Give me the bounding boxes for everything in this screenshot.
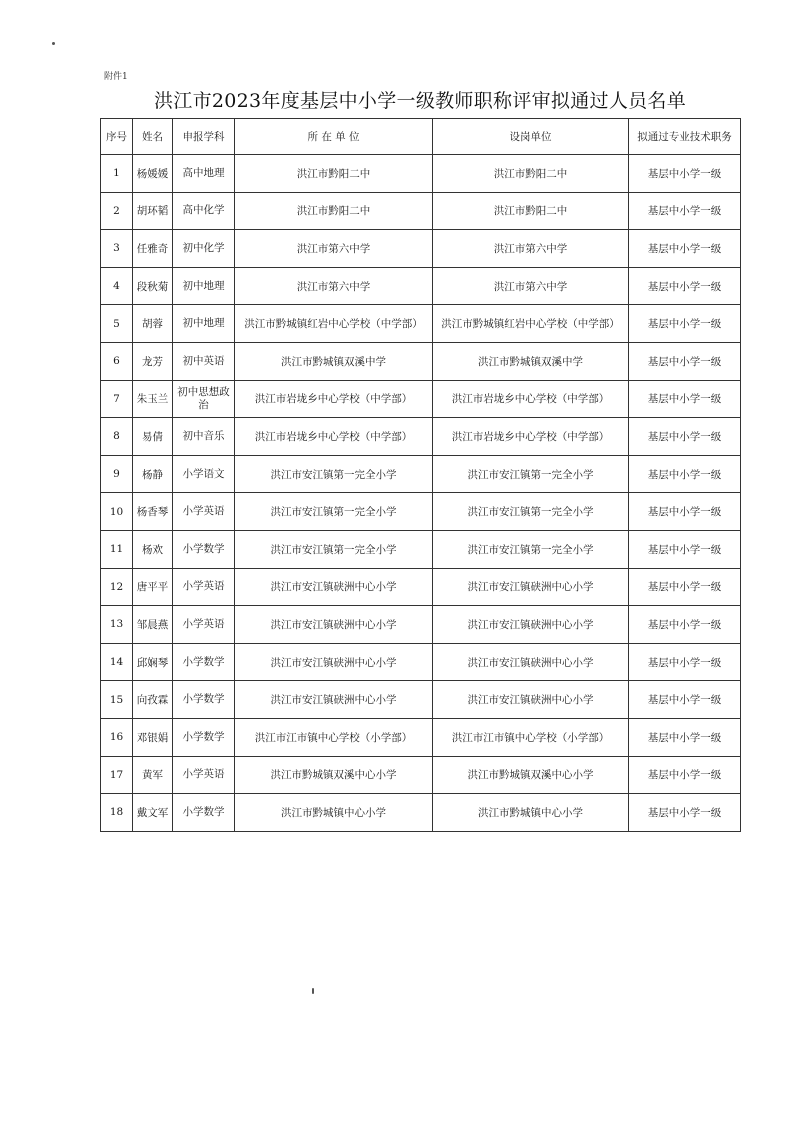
cell-post-unit: 洪江市安江镇硖洲中心小学 (433, 643, 629, 681)
cell-name: 邹晨燕 (133, 606, 173, 644)
table-row (101, 681, 741, 719)
cell-no: 16 (101, 718, 133, 756)
header-title: 拟通过专业技术职务 (629, 119, 741, 155)
table-row (101, 342, 741, 380)
cell-name: 胡环韬 (133, 192, 173, 230)
cell-subject (173, 267, 235, 305)
table-row (101, 455, 741, 493)
cell-name: 任雅奇 (133, 230, 173, 268)
cell-post-unit: 洪江市安江镇第一完全小学 (433, 530, 629, 568)
cell-subject-text: 高中地理 (182, 166, 225, 179)
cell-post-unit: 洪江市黔城镇双溪中心小学 (433, 756, 629, 794)
cell-unit: 洪江市黔城镇双溪中心小学 (235, 756, 433, 794)
cell-subject-text: 小学数学 (182, 805, 225, 818)
cell-title: 基层中小学一级 (629, 681, 741, 719)
cell-name: 易倩 (133, 418, 173, 456)
cell-title: 基层中小学一级 (629, 192, 741, 230)
cell-subject (173, 794, 235, 832)
cell-title: 基层中小学一级 (629, 718, 741, 756)
cell-title: 基层中小学一级 (629, 493, 741, 531)
cell-name: 杨媛媛 (133, 155, 173, 193)
cell-unit: 洪江市第六中学 (235, 267, 433, 305)
cell-post-unit: 洪江市安江镇硖洲中心小学 (433, 606, 629, 644)
cell-name: 杨欢 (133, 530, 173, 568)
table-body (101, 155, 741, 832)
cell-subject (173, 418, 235, 456)
cell-no: 10 (101, 493, 133, 531)
table-row (101, 230, 741, 268)
cell-unit: 洪江市黔城镇红岩中心学校（中学部） (235, 305, 433, 343)
cell-post-unit: 洪江市黔城镇红岩中心学校（中学部） (433, 305, 629, 343)
cell-title: 基层中小学一级 (629, 606, 741, 644)
cell-subject (173, 455, 235, 493)
cell-no: 2 (101, 192, 133, 230)
cell-unit: 洪江市安江镇第一完全小学 (235, 455, 433, 493)
cell-name: 龙芳 (133, 342, 173, 380)
cell-subject (173, 155, 235, 193)
cell-name: 邓银娟 (133, 718, 173, 756)
cell-post-unit: 洪江市安江镇硖洲中心小学 (433, 681, 629, 719)
cell-no: 4 (101, 267, 133, 305)
table-row (101, 643, 741, 681)
cell-subject-text: 初中英语 (182, 354, 225, 367)
cell-subject-text: 小学英语 (182, 580, 225, 593)
cell-subject (173, 681, 235, 719)
cell-unit: 洪江市黔城镇中心小学 (235, 794, 433, 832)
cell-title: 基层中小学一级 (629, 380, 741, 418)
cell-no: 14 (101, 643, 133, 681)
cell-subject-text: 小学英语 (182, 617, 225, 630)
table-row (101, 756, 741, 794)
cell-no: 18 (101, 794, 133, 832)
cell-subject-text: 小学数学 (182, 542, 225, 555)
cell-unit: 洪江市安江镇硖洲中心小学 (235, 606, 433, 644)
cell-unit: 洪江市安江镇硖洲中心小学 (235, 643, 433, 681)
cell-name: 唐平平 (133, 568, 173, 606)
table-row (101, 493, 741, 531)
cell-no: 11 (101, 530, 133, 568)
cell-post-unit: 洪江市岩垅乡中心学校（中学部） (433, 418, 629, 456)
cell-unit: 洪江市黔城镇双溪中学 (235, 342, 433, 380)
header-subject: 申报学科 (173, 119, 235, 155)
cell-subject-text: 初中化学 (182, 241, 225, 254)
table-row (101, 530, 741, 568)
table-row (101, 606, 741, 644)
cell-unit: 洪江市安江镇第一完全小学 (235, 493, 433, 531)
cell-no: 1 (101, 155, 133, 193)
cell-no: 15 (101, 681, 133, 719)
cell-no: 12 (101, 568, 133, 606)
cell-post-unit: 洪江市黔城镇中心小学 (433, 794, 629, 832)
cell-subject (173, 342, 235, 380)
cell-subject-text: 小学英语 (182, 768, 225, 781)
cell-title: 基层中小学一级 (629, 155, 741, 193)
cell-title: 基层中小学一级 (629, 568, 741, 606)
cell-subject-text: 初中音乐 (182, 429, 225, 442)
cell-no: 9 (101, 455, 133, 493)
cell-subject-text: 小学数学 (182, 655, 225, 668)
cell-subject (173, 568, 235, 606)
cell-subject (173, 718, 235, 756)
table-row (101, 192, 741, 230)
cell-name: 段秋菊 (133, 267, 173, 305)
table-row (101, 718, 741, 756)
table-header-row (101, 119, 741, 155)
cell-title: 基层中小学一级 (629, 455, 741, 493)
cell-subject-text: 初中地理 (182, 317, 225, 330)
cell-subject-text: 初中思想政治 (177, 385, 230, 411)
cell-unit: 洪江市岩垅乡中心学校（中学部） (235, 418, 433, 456)
cell-name: 邱娴琴 (133, 643, 173, 681)
cell-name: 黄军 (133, 756, 173, 794)
cell-name: 戴文军 (133, 794, 173, 832)
cell-subject (173, 530, 235, 568)
cell-name: 朱玉兰 (133, 380, 173, 418)
scan-speck (312, 988, 314, 994)
cell-subject-text: 小学英语 (182, 505, 225, 518)
cell-name: 杨静 (133, 455, 173, 493)
header-name: 姓名 (133, 119, 173, 155)
cell-subject-text: 小学语文 (182, 467, 225, 480)
cell-post-unit: 洪江市安江镇第一完全小学 (433, 493, 629, 531)
header-post-unit: 设岗单位 (433, 119, 629, 155)
cell-unit: 洪江市第六中学 (235, 230, 433, 268)
table-row (101, 418, 741, 456)
cell-unit: 洪江市安江镇第一完全小学 (235, 530, 433, 568)
cell-subject (173, 643, 235, 681)
cell-post-unit: 洪江市第六中学 (433, 230, 629, 268)
cell-subject (173, 305, 235, 343)
cell-name: 向孜霖 (133, 681, 173, 719)
header-no: 序号 (101, 119, 133, 155)
cell-post-unit: 洪江市第六中学 (433, 267, 629, 305)
cell-no: 8 (101, 418, 133, 456)
scan-speck (52, 42, 55, 45)
cell-subject-text: 初中地理 (182, 279, 225, 292)
cell-name: 杨香琴 (133, 493, 173, 531)
cell-unit: 洪江市黔阳二中 (235, 192, 433, 230)
roster-table (100, 118, 741, 832)
cell-no: 5 (101, 305, 133, 343)
cell-title: 基层中小学一级 (629, 530, 741, 568)
cell-subject (173, 606, 235, 644)
cell-subject-text: 小学数学 (182, 693, 225, 706)
cell-unit: 洪江市安江镇硖洲中心小学 (235, 681, 433, 719)
cell-subject (173, 756, 235, 794)
cell-name: 胡蓉 (133, 305, 173, 343)
cell-title: 基层中小学一级 (629, 643, 741, 681)
cell-no: 3 (101, 230, 133, 268)
cell-no: 17 (101, 756, 133, 794)
cell-title: 基层中小学一级 (629, 267, 741, 305)
cell-title: 基层中小学一级 (629, 418, 741, 456)
table-row (101, 267, 741, 305)
cell-post-unit: 洪江市安江镇硖洲中心小学 (433, 568, 629, 606)
cell-subject (173, 192, 235, 230)
cell-unit: 洪江市岩垅乡中心学校（中学部） (235, 380, 433, 418)
cell-post-unit: 洪江市黔城镇双溪中学 (433, 342, 629, 380)
table-row (101, 305, 741, 343)
cell-post-unit: 洪江市江市镇中心学校（小学部） (433, 718, 629, 756)
table-row (101, 380, 741, 418)
cell-post-unit: 洪江市黔阳二中 (433, 192, 629, 230)
cell-no: 13 (101, 606, 133, 644)
cell-title: 基层中小学一级 (629, 794, 741, 832)
header-unit: 所 在 单 位 (235, 119, 433, 155)
cell-post-unit: 洪江市岩垅乡中心学校（中学部） (433, 380, 629, 418)
table-row (101, 155, 741, 193)
document-title: 洪江市2023年度基层中小学一级教师职称评审拟通过人员名单 (153, 90, 687, 112)
cell-post-unit: 洪江市安江镇第一完全小学 (433, 455, 629, 493)
cell-subject (173, 380, 235, 418)
cell-unit: 洪江市黔阳二中 (235, 155, 433, 193)
cell-subject (173, 493, 235, 531)
cell-no: 7 (101, 380, 133, 418)
cell-subject-text: 高中化学 (182, 204, 225, 217)
table-row (101, 568, 741, 606)
cell-title: 基层中小学一级 (629, 305, 741, 343)
cell-title: 基层中小学一级 (629, 756, 741, 794)
cell-unit: 洪江市安江镇硖洲中心小学 (235, 568, 433, 606)
attachment-label: 附件1 (104, 72, 128, 82)
cell-title: 基层中小学一级 (629, 342, 741, 380)
cell-post-unit: 洪江市黔阳二中 (433, 155, 629, 193)
cell-unit: 洪江市江市镇中心学校（小学部） (235, 718, 433, 756)
cell-subject-text: 小学数学 (182, 730, 225, 743)
cell-title: 基层中小学一级 (629, 230, 741, 268)
table-row (101, 794, 741, 832)
cell-subject (173, 230, 235, 268)
cell-no: 6 (101, 342, 133, 380)
